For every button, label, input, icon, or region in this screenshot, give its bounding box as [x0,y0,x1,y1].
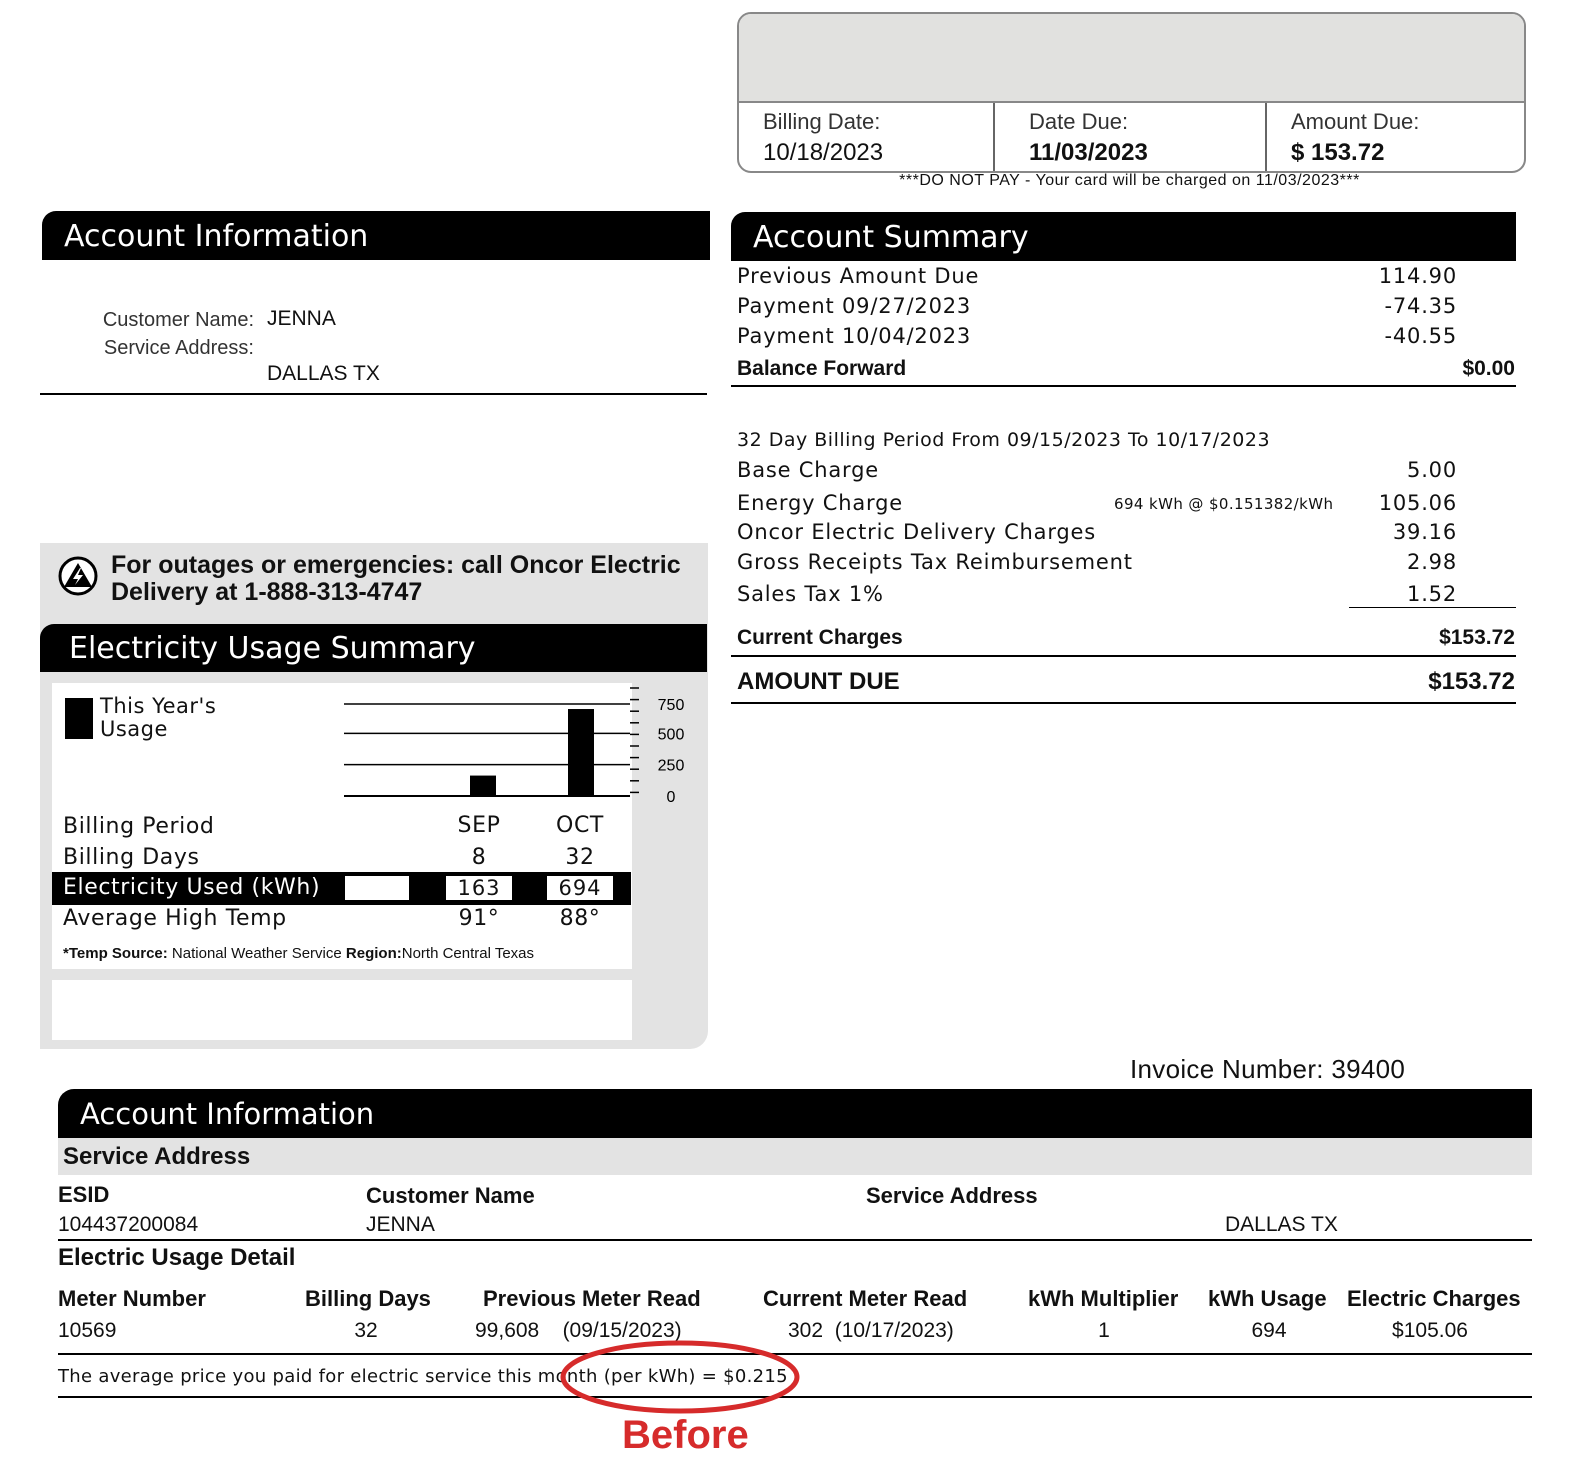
customer-name-label: Customer Name: [102,309,254,331]
avg-temp-sep: 91° [458,906,500,931]
service-address-section-header: Service Address [58,1138,1532,1175]
charge-value: 1.52 [1407,582,1457,606]
customer-name-col-label: Customer Name [366,1183,535,1208]
amount-due-total-label: AMOUNT DUE [737,668,900,695]
avg-temp-oct: 88° [559,906,601,931]
current-charges-value: $153.72 [1439,626,1515,649]
billing-date-cell [739,103,997,171]
usage-blank-area [52,980,632,1040]
month-sep-label: SEP [457,813,501,838]
charge-row [737,550,1515,574]
kwh-sep-value: 163 [446,876,512,900]
col-kwh-multiplier: kWh Multiplier [1028,1286,1179,1311]
charge-row [737,491,1515,515]
chart-bar-oct [568,709,594,796]
divider [731,702,1516,704]
bottom-account-info-header: Account Information [58,1089,1532,1138]
billing-days-sep: 8 [471,845,487,870]
avg-temp-label: Average High Temp [63,906,287,931]
charge-label: Base Charge [737,458,879,482]
chart-y-tick-label: 250 [657,757,685,775]
electric-charges-value: $105.06 [1392,1319,1468,1342]
divider [731,655,1516,657]
temp-source-note [63,945,534,962]
customer-name-col-value: JENNA [366,1213,435,1236]
service-address-value: DALLAS TX [267,362,380,385]
charge-row [737,520,1515,544]
esid-value: 104437200084 [58,1213,199,1236]
account-summary-header: Account Summary [731,212,1516,261]
customer-name-value: JENNA [267,307,336,330]
summary-row [737,294,1515,318]
chart-y-tick-label: 500 [657,726,685,744]
current-charges-label: Current Charges [737,626,903,649]
region-value: North Central Texas [401,945,535,962]
amount-due-total-value: $153.72 [1428,668,1515,695]
temp-source-value: National Weather Service [171,945,342,962]
outage-text-line1: For outages or emergencies: call Oncor Electric [111,551,681,579]
col-kwh-usage: kWh Usage [1208,1286,1327,1311]
summary-row-label: Previous Amount Due [737,264,980,288]
temp-source-label: *Temp Source: [63,945,168,962]
summary-row-value: 114.90 [1378,264,1457,288]
red-circle-annotation [558,1338,808,1420]
average-price-note: The average price you paid for electric service this month (per kWh) = $0.215 [58,1366,788,1387]
billing-period-label: Billing Period [63,814,215,839]
month-oct-label: OCT [556,813,604,838]
amount-due-value: $ 153.72 [1291,139,1385,166]
charge-row [737,458,1515,482]
current-read-value: 302 (10/17/2023) [788,1319,954,1342]
amount-due-label: Amount Due: [1291,109,1420,134]
usage-detail-title: Electric Usage Detail [58,1244,296,1271]
divider [993,103,995,171]
billing-date-label: Billing Date: [763,109,881,134]
summary-row-value: -40.55 [1384,324,1457,348]
date-due-label: Date Due: [1029,109,1129,134]
billing-date-value: 10/18/2023 [763,139,884,166]
service-address-label: Service Address: [103,337,254,359]
chart-y-tick-label: 750 [657,697,685,714]
usage-bar-chart [340,680,700,810]
autopay-notice: ***DO NOT PAY - Your card will be charged on 11/03/2023*** [899,172,1360,189]
outage-notice [111,552,681,606]
service-address-col-label: Service Address [866,1183,1038,1208]
charge-value: 5.00 [1407,458,1457,482]
amount-due-cell [1267,103,1524,171]
summary-row-label: Payment 09/27/2023 [737,294,972,318]
billing-days-oct: 32 [565,845,595,870]
balance-forward-value: $0.00 [1462,357,1515,380]
divider [731,385,1516,387]
billing-days-label: Billing Days [63,845,200,870]
meter-number-value: 10569 [58,1319,117,1342]
charge-label: Energy Charge [737,491,903,515]
summary-row [737,324,1515,348]
service-address-col-value: DALLAS TX [1225,1213,1338,1236]
charge-label: Sales Tax 1% [737,582,884,606]
billing-box-header [739,14,1524,103]
summary-row [737,264,1515,288]
charge-label: Gross Receipts Tax Reimbursement [737,550,1133,574]
date-due-value: 11/03/2023 [1029,139,1148,166]
previous-read-value: 99,608 (09/15/2023) [475,1319,682,1342]
esid-label: ESID [58,1182,110,1207]
region-label: Region: [345,945,402,962]
amount-due-row [737,668,1515,696]
col-previous-read: Previous Meter Read [483,1286,701,1311]
col-meter-number: Meter Number [58,1286,206,1311]
summary-row-value: -74.35 [1384,294,1457,318]
usage-summary-header: Electricity Usage Summary [40,624,707,672]
legend-swatch [65,698,93,739]
legend-label: This Year's [100,694,217,718]
kwh-oct-value: 694 [547,876,613,900]
divider [40,393,707,395]
col-billing-days: Billing Days [305,1286,431,1311]
billing-days-value: 32 [354,1319,378,1342]
divider [58,1239,1532,1241]
charge-value: 105.06 [1378,491,1457,515]
divider [1349,607,1516,608]
outage-text-line2: Delivery at 1-888-313-4747 [111,578,423,606]
billing-summary-box [737,12,1526,173]
col-electric-charges: Electric Charges [1347,1286,1521,1311]
charge-value: 2.98 [1407,550,1457,574]
invoice-number: Invoice Number: 39400 [1130,1054,1406,1084]
lightning-warning-icon [58,556,98,596]
chart-y-tick-label: 0 [666,789,676,806]
current-charges-row [737,626,1515,650]
summary-row-label: Payment 10/04/2023 [737,324,972,348]
chart-bar-sep [470,776,496,796]
kwh-blank-cell [345,876,409,900]
energy-charge-detail: 694 kWh @ $0.151382/kWh [1114,495,1334,513]
charge-label: Oncor Electric Delivery Charges [737,520,1096,544]
electricity-used-label: Electricity Used (kWh) [63,875,321,900]
before-annotation-label: Before [622,1413,749,1457]
balance-forward-label: Balance Forward [737,357,907,380]
kwh-multiplier-value: 1 [1098,1319,1110,1342]
billing-period-line: 32 Day Billing Period From 09/15/2023 To 10/17/2023 [737,429,1271,451]
date-due-cell [1005,103,1275,171]
balance-forward-row [737,357,1515,381]
kwh-usage-value: 694 [1251,1319,1287,1342]
chart-legend [100,695,216,741]
charge-value: 39.16 [1392,520,1457,544]
col-current-read: Current Meter Read [763,1286,968,1311]
account-info-header: Account Information [42,211,710,260]
legend-label: Usage [100,717,168,741]
charge-row [737,582,1515,606]
